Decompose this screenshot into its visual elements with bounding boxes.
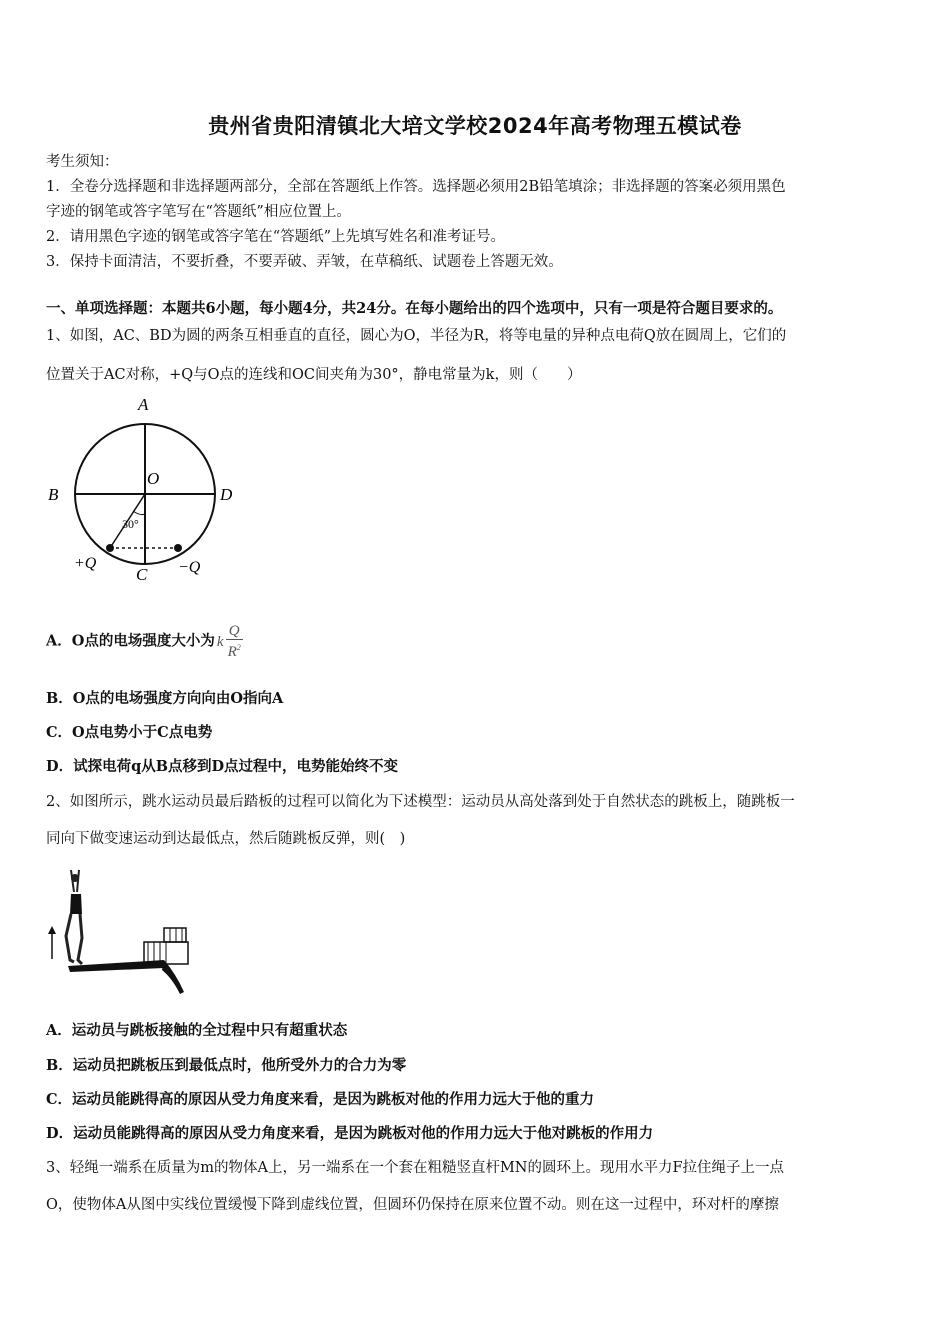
q2-stem-line1: 2、如图所示，跳水运动员最后踏板的过程可以简化为下述模型：运动员从高处落到处于自然状态的跳板上，随跳板一 — [46, 794, 795, 810]
notice-item-1-cont: 字迹的钢笔或答字笔写在“答题纸”相应位置上。 — [46, 204, 351, 220]
label-minus-q: −Q — [178, 559, 201, 576]
page-title: 贵州省贵阳清镇北大培文学校2024年高考物理五模试卷 — [208, 114, 742, 138]
label-d: D — [220, 485, 233, 504]
section-heading: 一、单项选择题：本题共6小题，每小题4分，共24分。在每小题给出的四个选项中，只有一项是符合题目要求的。 — [46, 300, 783, 317]
plus-q-charge — [106, 544, 114, 552]
q3-stem-line2: O，使物体A从图中实线位置缓慢下降到虚线位置，但圆环仍保持在原来位置不动。则在这一过程中，环对杆的摩擦 — [46, 1197, 779, 1213]
q1-option-a-text: A．O点的电场强度大小为 — [46, 632, 215, 650]
q2-option-a: A．运动员与跳板接触的全过程中只有超重状态 — [46, 1022, 348, 1039]
q1-option-d: D．试探电荷q从B点移到D点过程中，电势能始终不变 — [46, 758, 399, 775]
q1-option-b: B．O点的电场强度方向向由O指向A — [46, 690, 284, 707]
label-a: A — [138, 395, 149, 414]
label-plus-q: +Q — [74, 555, 97, 572]
q2-option-c: C．运动员能跳得高的原因从受力角度来看，是因为跳板对他的作用力远大于他的重力 — [46, 1091, 595, 1108]
q1-option-c: C．O点电势小于C点电势 — [46, 724, 213, 741]
notice-heading: 考生须知： — [46, 154, 119, 170]
formula-denominator: $R^2$ — [227, 643, 241, 660]
q1-circle-figure — [44, 390, 244, 590]
board-support — [162, 960, 184, 994]
diver-body — [70, 894, 82, 914]
q2-option-d: D．运动员能跳得高的原因从受力角度来看，是因为跳板对他的作用力远大于他对跳板的作用力 — [46, 1125, 654, 1142]
q2-stem-line2: 同向下做变速运动到达最低点，然后随跳板反弹，则( ) — [46, 831, 406, 847]
notice-item-1: 1．全卷分选择题和非选择题两部分，全部在答题纸上作答。选择题必须用2B铅笔填涂；非选择题的答案必须用黑色 — [46, 179, 786, 195]
q1-stem-line1: 1、如图，AC、BD为圆的两条互相垂直的直径，圆心为O，半径为R，将等电量的异种点电荷Q放在圆周上，它们的 — [46, 328, 787, 344]
formula-k: k — [216, 633, 224, 650]
q3-stem-line1: 3、轻绳一端系在质量为m的物体A上，另一端系在一个套在粗糙竖直杆MN的圆环上。现用水平力F拉住绳子上一点 — [46, 1160, 785, 1176]
q2-diver-figure — [44, 864, 194, 1004]
formula-numerator: Q — [226, 623, 243, 640]
arrow-up-icon — [48, 926, 56, 934]
notice-item-2: 2．请用黑色字迹的钢笔或答字笔在“答题纸”上先填写姓名和准考证号。 — [46, 229, 506, 245]
label-b: B — [48, 485, 59, 504]
q1-option-a-formula — [217, 623, 243, 660]
q1-option-a — [46, 623, 908, 660]
formula-exponent: 2 — [236, 643, 241, 652]
notice-item-3: 3．保持卡面清洁，不要折叠，不要弄破、弄皱，在草稿纸、试题卷上答题无效。 — [46, 254, 563, 270]
angle-arc — [133, 511, 145, 515]
minus-q-charge — [174, 544, 182, 552]
label-o: O — [147, 469, 160, 488]
q1-stem-line2: 位置关于AC对称，+Q与O点的连线和OC间夹角为30°，静电常量为k，则（ ） — [46, 367, 582, 383]
q2-option-b: B．运动员把跳板压到最低点时，他所受外力的合力为零 — [46, 1057, 407, 1074]
label-angle: 30° — [122, 517, 139, 531]
springboard — [68, 960, 164, 972]
label-c: C — [136, 565, 148, 584]
